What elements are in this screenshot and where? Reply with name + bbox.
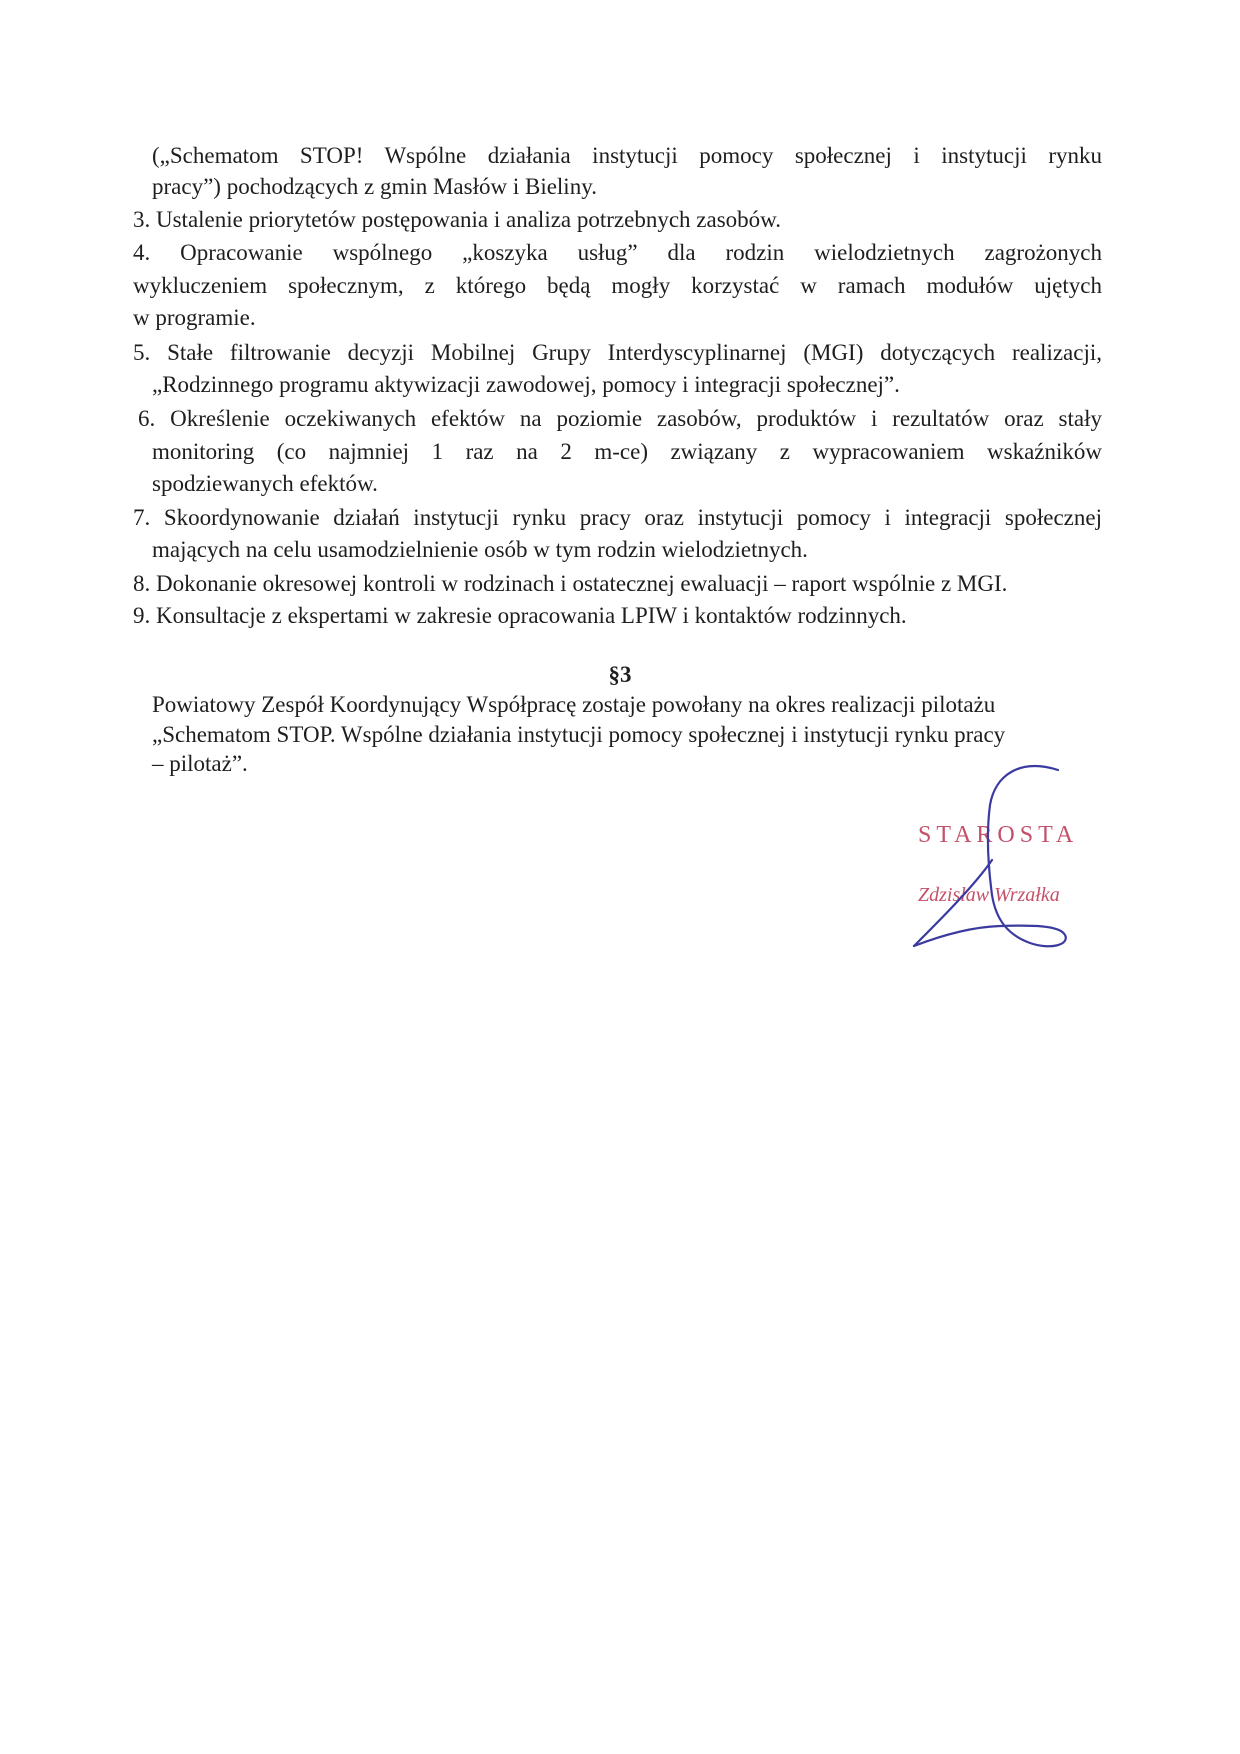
stamp-name: Zdzisław Wrzałka: [918, 884, 1060, 906]
list-item-5-line-2: „Rodzinnego programu aktywizacji zawodowej, pomocy i integracji społecznej”.: [152, 372, 900, 397]
handwritten-signature: [900, 760, 1080, 980]
section-heading: §3: [608, 662, 632, 687]
list-item-6-line-1: 6. Określenie oczekiwanych efektów na poziomie zasobów, produktów i rezultatów oraz stały: [138, 406, 1102, 431]
section-3-line-3: – pilotaż”.: [152, 751, 248, 776]
list-item-3: 3. Ustalenie priorytetów postępowania i analiza potrzebnych zasobów.: [133, 207, 782, 232]
list-item-4-line-2: wykluczeniem społecznym, z którego będą mogły korzystać w ramach modułów ujętych: [133, 273, 1102, 298]
section-3-line-1: Powiatowy Zespół Koordynujący Współpracę zostaje powołany na okres realizacji pilotażu: [152, 692, 996, 717]
stamp-title: STAROSTA: [918, 822, 1079, 848]
list-item-5-line-1: 5. Stałe filtrowanie decyzji Mobilnej Grupy Interdyscyplinarnej (MGI) dotyczących realizacji,: [133, 340, 1102, 365]
list-item-8: 8. Dokonanie okresowej kontroli w rodzinach i ostatecznej ewaluacji – raport wspólnie z MGI.: [133, 571, 1008, 596]
section-3-line-2: „Schematom STOP. Wspólne działania instytucji pomocy społecznej i instytucji rynku pracy: [152, 722, 1006, 747]
list-item-4-line-3: w programie.: [133, 305, 256, 330]
list-item-7-line-2: mających na celu usamodzielnienie osób w tym rodzin wielodzietnych.: [152, 537, 808, 562]
list-item-2-continuation-line-1: („Schematom STOP! Wspólne działania instytucji pomocy społecznej i instytucji rynku: [152, 143, 1102, 168]
list-item-6-line-3: spodziewanych efektów.: [152, 471, 378, 496]
list-item-2-continuation-line-2: pracy”) pochodzących z gmin Masłów i Bieliny.: [152, 174, 597, 199]
list-item-7-line-1: 7. Skoordynowanie działań instytucji rynku pracy oraz instytucji pomocy i integracji społecznej: [133, 505, 1102, 530]
list-item-4-line-1: 4. Opracowanie wspólnego „koszyka usług” dla rodzin wielodzietnych zagrożonych: [133, 240, 1102, 265]
list-item-9: 9. Konsultacje z ekspertami w zakresie opracowania LPIW i kontaktów rodzinnych.: [133, 603, 907, 628]
list-item-6-line-2: monitoring (co najmniej 1 raz na 2 m-ce) związany z wypracowaniem wskaźników: [152, 439, 1102, 464]
